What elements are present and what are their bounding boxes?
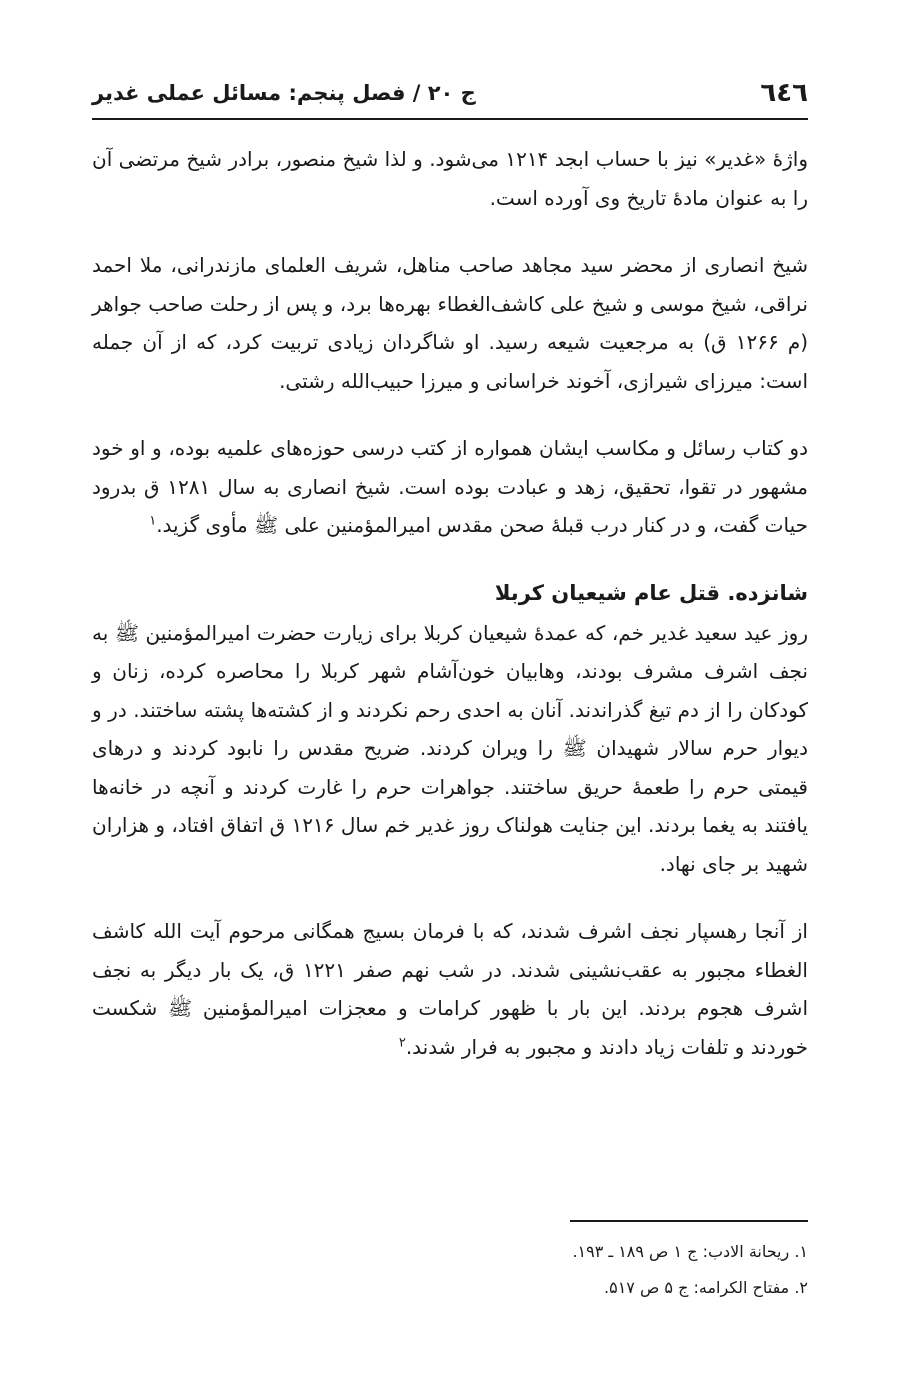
- page-number: ٦٤٦: [760, 78, 808, 108]
- footnote-1: ۱. ریحانة الادب: ج ۱ ص ۱۸۹ ـ ۱۹۳.: [572, 1242, 808, 1261]
- running-title: ج ٢٠ / فصل پنجم: مسائل عملی غدیر: [92, 81, 476, 105]
- footnotes: [92, 1234, 808, 1306]
- page-body: [92, 140, 808, 1095]
- paragraph-1: واژهٔ «غدیر» نیز با حساب ابجد ۱۲۱۴ می‌شود. و لذا شیخ منصور، برادر شیخ مرتضی آن را به عنوان مادهٔ تاریخ وی آورده است.: [92, 147, 808, 210]
- paragraph-3: [92, 429, 808, 545]
- page-header: [92, 70, 808, 116]
- paragraph-3-text: دو کتاب رسائل و مکاسب ایشان همواره از کتب درسی حوزه‌های علمیه بوده، و او خود مشهور در تقوا، تحقیق، زهد و عبادت بوده است. شیخ انصاری به سال ۱۲۸۱ ق بدرود حیات گفت، و در کنار درب قبلهٔ صحن مقدس امیرالمؤمنین علی ﷺ مأوی گزید.: [92, 436, 809, 537]
- footnote-ref-1: ۱: [149, 513, 157, 529]
- footnote-rule: [570, 1220, 808, 1222]
- paragraph-5: [92, 912, 808, 1066]
- section-heading: شانزده. قتل عام شیعیان کربلا: [494, 580, 808, 605]
- footnote-2: ۲. مفتاح الکرامه: ج ۵ ص ۵۱۷.: [604, 1278, 808, 1297]
- paragraph-4: روز عید سعید غدیر خم، که عمدهٔ شیعیان کربلا برای زیارت حضرت امیرالمؤمنین ﷺ به نجف اشرف مشرف بودند، وهابیان خون‌آشام شهر کربلا را محاصره کرده، زنان و کودکان را از دم تیغ گذراندند. آنان به احدی رحم نکردند و از کشته‌ها پشته ساختند. در و دیوار حرم سالار شهیدان ﷺ را ویران کردند. ضریح مقدس را نابود کردند و درهای قیمتی حرم را طعمهٔ حریق ساختند. جواهرات حرم را غارت کردند و آنچه در خانه‌ها یافتند به یغما بردند. این جنایت هولناک روز غدیر خم سال ۱۲۱۶ ق اتفاق افتاد، و هزاران شهید بر جای نهاد.: [92, 620, 808, 876]
- footnote-ref-2: ۲: [398, 1034, 406, 1050]
- paragraph-2: شیخ انصاری از محضر سید مجاهد صاحب مناهل، شریف العلمای مازندرانی، ملا احمد نراقی، شیخ موسی و شیخ علی کاشف‌الغطاء بهره‌ها برد، و پس از رحلت صاحب جواهر (م ۱۲۶۶ ق) به مرجعیت شیعه رسید. او شاگردان زیادی تربیت کرد، که از آن جمله است: میرزای شیرازی، آخوند خراسانی و میرزا حبیب‌الله رشتی.: [92, 253, 809, 393]
- paragraph-5-text: از آنجا رهسپار نجف اشرف شدند، که با فرمان بسیج همگانی مرحوم آیت الله کاشف الغطاء مجبور به عقب‌نشینی شدند. در شب نهم صفر ۱۲۲۱ ق، یک بار دیگر به نجف اشرف هجوم بردند. این بار با ظهور کرامات و معجزات امیرالمؤمنین ﷺ شکست خوردند و تلفات زیاد دادند و مجبور به فرار شدند.: [92, 919, 808, 1059]
- header-rule: [92, 118, 808, 120]
